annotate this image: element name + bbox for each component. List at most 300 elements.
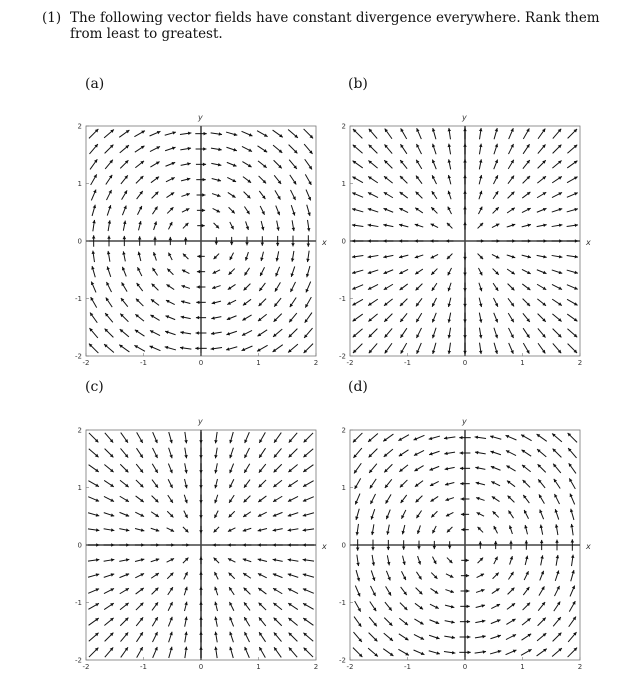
- field-arrow: [384, 160, 392, 168]
- x-tick-label: -2: [346, 359, 354, 367]
- y-tick-label: 2: [341, 122, 346, 131]
- field-arrow: [137, 432, 143, 443]
- field-arrow: [414, 466, 423, 472]
- field-arrow: [244, 496, 251, 503]
- field-arrow: [540, 555, 543, 565]
- field-arrow-head: [195, 347, 198, 351]
- field-arrow: [226, 147, 236, 151]
- field-arrow: [169, 647, 173, 658]
- field-arrow: [184, 463, 187, 473]
- field-arrow: [211, 163, 221, 166]
- field-arrow: [554, 602, 560, 612]
- field-arrow: [552, 314, 561, 322]
- field-arrow-head: [463, 191, 467, 194]
- field-arrow: [552, 176, 562, 182]
- field-arrow: [244, 268, 249, 276]
- field-arrow: [509, 128, 514, 139]
- field-arrow-head: [463, 159, 467, 162]
- field-arrow: [537, 224, 547, 227]
- panel-label-c: (c): [85, 379, 104, 395]
- field-arrow: [400, 176, 407, 183]
- field-arrow: [463, 253, 467, 261]
- field-arrow-head: [475, 466, 478, 469]
- field-arrow: [475, 436, 486, 439]
- field-arrow-head: [214, 617, 217, 620]
- field-arrow: [199, 510, 203, 518]
- field-arrow: [352, 285, 363, 290]
- field-arrow: [508, 144, 513, 154]
- field-arrow-head: [258, 528, 262, 531]
- field-arrow-head: [387, 547, 391, 550]
- field-arrow: [276, 221, 279, 231]
- field-arrow: [429, 651, 440, 655]
- field-arrow: [229, 432, 233, 443]
- field-arrow: [448, 328, 451, 339]
- field-arrow-head: [479, 319, 482, 322]
- field-arrow: [244, 432, 249, 443]
- field-arrow: [136, 588, 144, 594]
- field-arrow: [538, 479, 545, 488]
- field-arrow: [165, 331, 175, 335]
- field-arrow: [199, 526, 203, 534]
- field-arrow: [259, 191, 265, 199]
- field-arrow: [570, 494, 575, 505]
- field-arrow: [150, 330, 160, 335]
- field-arrow-head: [199, 515, 203, 518]
- field-arrow: [415, 239, 424, 243]
- field-arrow: [371, 524, 374, 535]
- field-arrow: [166, 543, 174, 547]
- y-axis-label: y: [198, 417, 203, 426]
- field-arrow: [303, 528, 314, 531]
- field-arrow: [522, 224, 531, 227]
- field-arrow: [184, 432, 187, 443]
- field-arrow-head: [448, 159, 451, 162]
- field-arrow: [445, 620, 455, 623]
- field-arrow: [399, 224, 408, 227]
- field-arrow-head: [203, 163, 206, 167]
- field-arrow: [289, 313, 297, 322]
- field-arrow-head: [96, 543, 99, 547]
- field-arrow: [522, 208, 531, 213]
- field-arrow: [199, 448, 203, 459]
- field-arrow: [493, 573, 499, 579]
- field-arrow: [508, 328, 513, 338]
- field-arrow: [522, 618, 531, 625]
- field-arrow: [416, 588, 423, 595]
- field-arrow: [444, 452, 455, 455]
- field-arrow: [290, 190, 295, 200]
- field-arrow: [537, 176, 546, 183]
- field-arrow: [400, 480, 407, 487]
- field-arrow: [369, 129, 377, 139]
- y-tick-label: 2: [77, 426, 82, 435]
- field-arrow: [384, 192, 393, 198]
- field-arrow: [181, 178, 190, 181]
- field-arrow: [288, 129, 298, 137]
- field-arrow-head: [461, 497, 464, 501]
- field-arrow: [538, 328, 546, 337]
- field-arrow-head: [186, 543, 189, 547]
- field-arrow: [386, 510, 390, 520]
- field-arrow: [368, 284, 378, 289]
- field-arrow: [167, 269, 173, 275]
- field-arrow-head: [544, 239, 547, 243]
- field-arrow: [273, 573, 283, 577]
- field-arrow: [432, 283, 437, 291]
- y-tick-label: -2: [75, 352, 82, 361]
- field-arrow: [444, 636, 455, 639]
- field-arrow-head: [199, 587, 203, 590]
- field-arrow: [274, 448, 282, 457]
- field-arrow: [430, 588, 438, 593]
- field-arrow: [414, 650, 425, 655]
- field-arrow: [120, 588, 129, 594]
- field-arrow-head: [463, 288, 467, 291]
- field-arrow: [478, 527, 484, 533]
- field-arrow-head: [559, 239, 562, 243]
- field-arrow: [352, 208, 363, 212]
- field-arrow: [432, 191, 437, 199]
- field-arrow: [105, 313, 113, 322]
- field-arrow: [479, 313, 482, 323]
- field-arrow: [508, 176, 514, 184]
- field-arrow: [303, 497, 314, 502]
- field-arrow: [567, 224, 578, 227]
- field-arrow: [567, 329, 577, 337]
- field-arrow: [135, 528, 144, 531]
- field-arrow-head: [460, 467, 463, 471]
- field-arrow: [151, 299, 159, 305]
- field-arrow: [211, 132, 222, 135]
- field-arrow-head: [524, 525, 527, 529]
- field-arrow: [273, 588, 282, 594]
- field-arrow: [369, 617, 377, 626]
- field-arrow: [104, 588, 114, 593]
- field-arrow: [387, 555, 390, 565]
- field-arrow: [368, 314, 377, 322]
- field-arrow-head: [202, 224, 205, 228]
- field-arrow-head: [352, 239, 355, 243]
- field-arrow: [259, 283, 265, 291]
- field-arrow: [167, 511, 173, 517]
- field-arrow: [383, 224, 393, 227]
- field-arrow: [258, 558, 267, 561]
- field-arrow: [475, 451, 486, 454]
- field-arrow: [304, 433, 313, 442]
- field-arrow: [448, 268, 452, 275]
- field-arrow: [123, 221, 126, 231]
- field-arrow-head: [126, 528, 129, 531]
- field-arrow: [432, 313, 436, 323]
- field-arrow: [384, 284, 393, 290]
- field-arrow: [104, 513, 114, 517]
- field-arrow: [415, 269, 423, 274]
- field-arrow: [479, 175, 482, 184]
- field-arrow: [383, 434, 393, 441]
- field-arrow: [478, 268, 482, 275]
- field-arrow-head: [466, 559, 469, 563]
- field-arrow: [120, 160, 128, 168]
- x-axis-label: x: [586, 238, 591, 247]
- field-arrow: [228, 284, 236, 289]
- field-arrow: [553, 633, 562, 642]
- field-arrow: [120, 573, 130, 577]
- field-arrow-head: [307, 244, 311, 247]
- field-arrow: [384, 299, 393, 306]
- field-arrow: [429, 451, 439, 455]
- field-arrow: [552, 224, 563, 227]
- field-arrow: [567, 270, 578, 274]
- field-arrow-head: [107, 236, 111, 239]
- field-arrow: [369, 449, 378, 458]
- field-arrow-head: [466, 589, 469, 593]
- field-arrow: [538, 464, 546, 472]
- field-arrow-head: [199, 572, 203, 575]
- field-arrow: [567, 145, 577, 153]
- field-arrow: [552, 208, 562, 212]
- field-arrow: [88, 513, 99, 517]
- field-arrow: [184, 647, 187, 658]
- field-arrow: [259, 432, 265, 443]
- field-arrow: [213, 270, 220, 274]
- field-arrow: [446, 239, 454, 243]
- field-arrow-head: [528, 239, 531, 243]
- panel-label-d: (d): [348, 379, 368, 395]
- field-arrow-head: [463, 273, 467, 276]
- field-arrow: [104, 573, 114, 577]
- field-arrow-head: [196, 331, 199, 335]
- field-arrow: [479, 283, 482, 291]
- field-arrow-head: [199, 485, 203, 488]
- field-arrow: [120, 464, 128, 472]
- field-arrow: [492, 496, 500, 501]
- field-arrow-head: [204, 132, 207, 136]
- field-arrow: [303, 573, 314, 577]
- field-arrow-head: [187, 162, 190, 165]
- field-arrow: [229, 269, 235, 275]
- field-arrow: [568, 448, 576, 458]
- field-arrow: [165, 147, 175, 151]
- field-arrow-head: [138, 252, 141, 256]
- field-arrow-head: [181, 300, 185, 303]
- field-arrow: [401, 587, 407, 595]
- field-arrow: [135, 330, 145, 336]
- field-arrow: [243, 177, 251, 183]
- field-arrow: [352, 299, 363, 305]
- field-arrow-head: [228, 543, 231, 547]
- field-arrow: [384, 464, 392, 472]
- field-arrow-head: [273, 543, 276, 547]
- field-arrow: [493, 283, 498, 291]
- field-arrow: [303, 558, 314, 561]
- field-arrow: [89, 328, 97, 338]
- field-arrow-head: [497, 239, 500, 243]
- field-arrow: [303, 449, 313, 457]
- field-arrow: [507, 239, 516, 243]
- field-arrow: [303, 618, 313, 625]
- field-arrow: [384, 328, 392, 337]
- field-arrow: [106, 298, 112, 308]
- field-arrow-head: [463, 175, 467, 178]
- field-arrow: [105, 160, 113, 169]
- field-arrow: [476, 497, 484, 500]
- x-axis-label: x: [586, 542, 591, 551]
- field-arrow: [399, 255, 408, 258]
- field-arrow-head: [460, 451, 463, 455]
- field-arrow: [273, 130, 283, 137]
- field-arrow: [416, 496, 423, 503]
- field-arrow: [199, 632, 203, 643]
- field-arrow: [119, 130, 129, 137]
- field-arrow: [567, 299, 578, 305]
- field-arrow: [165, 346, 176, 350]
- field-arrow-head: [383, 239, 386, 243]
- field-arrow: [432, 128, 436, 139]
- field-arrow: [522, 284, 530, 290]
- field-arrow: [569, 617, 576, 627]
- field-arrow: [244, 602, 250, 610]
- field-arrow: [432, 160, 436, 170]
- field-arrow: [152, 284, 159, 291]
- x-tick-label: 0: [198, 359, 204, 367]
- field-arrow: [168, 617, 172, 627]
- field-arrow: [288, 618, 297, 626]
- field-arrow: [136, 603, 143, 610]
- field-arrow: [370, 479, 376, 489]
- field-arrow-head: [445, 482, 449, 485]
- field-arrow: [416, 144, 421, 154]
- field-arrow: [384, 270, 394, 274]
- field-arrow-head: [199, 632, 203, 635]
- field-arrow: [494, 328, 498, 338]
- field-arrow-head: [261, 227, 264, 231]
- field-arrow: [523, 587, 529, 595]
- field-arrow-head: [196, 301, 199, 305]
- field-arrow-head: [199, 602, 203, 605]
- field-arrow: [494, 128, 498, 139]
- field-arrow-head: [387, 562, 390, 565]
- field-arrow: [152, 464, 158, 473]
- field-arrow: [182, 543, 190, 547]
- field-arrow-head: [481, 604, 485, 607]
- field-arrow: [106, 175, 112, 185]
- field-arrow: [477, 239, 485, 243]
- field-arrow: [212, 178, 221, 181]
- field-arrow: [416, 313, 422, 322]
- field-arrow: [258, 330, 268, 336]
- field-arrow-head: [463, 304, 467, 307]
- field-arrow: [150, 315, 159, 321]
- field-arrow-head: [171, 543, 174, 547]
- field-arrow: [122, 190, 128, 199]
- field-arrow: [214, 632, 217, 643]
- field-arrow: [214, 602, 217, 611]
- field-arrow: [490, 435, 501, 439]
- field-arrow: [260, 206, 265, 215]
- field-arrow: [214, 587, 217, 595]
- field-arrow: [119, 345, 129, 352]
- field-arrow: [229, 647, 233, 658]
- field-arrow: [182, 270, 189, 274]
- field-arrow: [120, 329, 129, 337]
- field-arrow-head: [202, 209, 205, 213]
- field-arrow: [258, 512, 267, 517]
- field-arrow: [383, 649, 393, 656]
- field-arrow: [445, 498, 453, 501]
- field-arrow: [244, 647, 249, 658]
- field-arrow: [416, 192, 423, 199]
- field-arrow-head: [460, 482, 463, 486]
- field-arrow: [119, 528, 129, 531]
- field-arrow: [416, 298, 422, 306]
- field-arrow: [568, 344, 577, 353]
- field-arrow: [400, 328, 406, 338]
- field-arrow: [169, 448, 173, 458]
- field-arrow: [184, 602, 187, 611]
- field-arrow-head: [214, 485, 217, 489]
- field-arrow: [369, 464, 377, 473]
- question-text: The following vector fields have constant divergence everywhere. Rank them from least to greatest.: [70, 10, 600, 42]
- field-arrow: [152, 588, 159, 595]
- field-arrow: [242, 346, 253, 351]
- field-arrow: [370, 586, 375, 596]
- field-arrow: [552, 270, 562, 274]
- field-arrow-head: [571, 539, 575, 542]
- field-arrow: [494, 343, 498, 354]
- field-arrow-head: [199, 500, 203, 503]
- y-tick-label: 1: [341, 484, 346, 492]
- field-arrow: [476, 589, 484, 592]
- field-arrow: [276, 206, 280, 216]
- field-arrow: [507, 255, 515, 258]
- field-arrow: [463, 159, 467, 169]
- field-arrow: [244, 448, 249, 458]
- field-arrow: [259, 176, 266, 183]
- field-arrow: [228, 543, 236, 547]
- field-arrow: [398, 435, 409, 441]
- field-arrow-head: [199, 617, 203, 620]
- field-arrow: [353, 448, 361, 458]
- field-arrow: [355, 601, 361, 612]
- y-tick-label: 0: [341, 541, 346, 550]
- field-arrow: [400, 313, 407, 322]
- field-arrow: [136, 448, 142, 458]
- field-arrow: [152, 617, 158, 626]
- field-arrow: [214, 558, 220, 564]
- field-arrow: [183, 254, 189, 260]
- field-arrow: [370, 602, 376, 612]
- field-arrow: [448, 343, 451, 354]
- x-tick-label: 2: [577, 359, 583, 367]
- field-arrow: [88, 528, 99, 531]
- field-arrow: [523, 603, 530, 610]
- field-arrow: [540, 571, 544, 581]
- x-tick-label: 2: [313, 359, 319, 367]
- field-arrow-head: [273, 558, 276, 561]
- field-arrow: [385, 479, 392, 488]
- field-arrow: [242, 146, 252, 151]
- field-arrow: [288, 344, 298, 352]
- field-arrow: [416, 328, 421, 338]
- field-arrow: [151, 543, 160, 547]
- field-arrow-head: [383, 255, 386, 258]
- field-arrow: [273, 558, 283, 561]
- field-arrow: [242, 162, 251, 168]
- field-arrow: [89, 144, 97, 154]
- field-arrow: [88, 497, 99, 502]
- field-arrow: [506, 634, 516, 639]
